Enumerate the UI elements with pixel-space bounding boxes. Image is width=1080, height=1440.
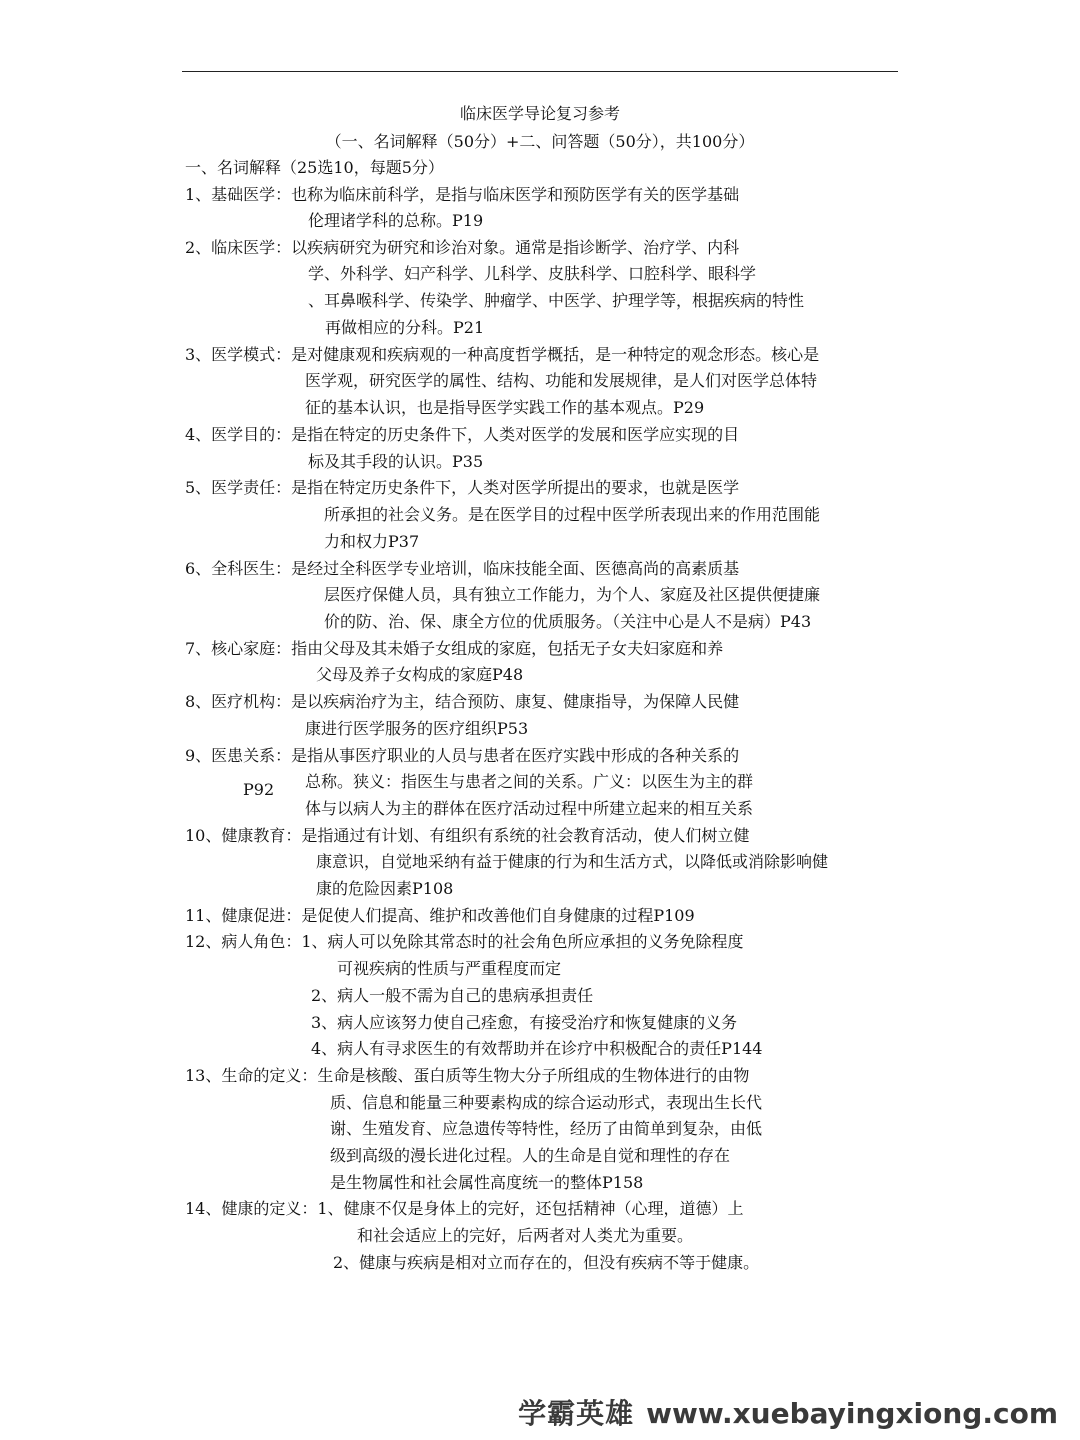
- term-line: 学、外科学、妇产科学、儿科学、皮肤科学、口腔科学、眼科学: [308, 264, 757, 283]
- term-line: 质、信息和能量三种要素构成的综合运动形式，表现出生长代: [330, 1093, 763, 1112]
- term-line: 4、医学目的：是指在特定的历史条件下，人类对医学的发展和医学应实现的目: [185, 425, 740, 444]
- term-line: 体与以病人为主的群体在医疗活动过程中所建立起来的相互关系: [305, 799, 754, 818]
- term-line: 价的防、治、保、康全方位的优质服务。（关注中心是人不是病）P43: [324, 612, 812, 631]
- term-line: 6、全科医生：是经过全科医学专业培训，临床技能全面、医德高尚的高素质基: [185, 559, 740, 578]
- term-line: 2、临床医学：以疾病研究为研究和诊治对象。通常是指诊断学、治疗学、内科: [185, 238, 740, 257]
- term-line: 2、病人一般不需为自己的患病承担责任: [311, 986, 594, 1005]
- term-line: 4、病人有寻求医生的有效帮助并在诊疗中积极配合的责任P144: [311, 1039, 763, 1058]
- term-line: 再做相应的分科。P21: [325, 318, 485, 337]
- term-line: 10、健康教育：是指通过有计划、有组织有系统的社会教育活动，使人们树立健: [185, 826, 750, 845]
- term-line: 征的基本认识，也是指导医学实践工作的基本观点。P29: [305, 398, 705, 417]
- page-reference: P92: [243, 780, 275, 799]
- term-line: 9、医患关系：是指从事医疗职业的人员与患者在医疗实践中形成的各种关系的: [185, 746, 740, 765]
- term-line: 总称。狭义：指医生与患者之间的关系。广义：以医生为主的群: [305, 772, 754, 791]
- term-line: 父母及养子女构成的家庭P48: [316, 665, 524, 684]
- term-line: 可视疾病的性质与严重程度而定: [337, 959, 562, 978]
- header-rule: [182, 71, 898, 72]
- watermark-url: www.xuebayingxiong.com: [646, 1397, 1058, 1430]
- document-subtitle: （一、名词解释（50分）+二、问答题（50分），共100分）: [325, 132, 755, 151]
- term-line: 5、医学责任：是指在特定历史条件下，人类对医学所提出的要求，也就是医学: [185, 478, 740, 497]
- term-line: 1、基础医学：也称为临床前科学，是指与临床医学和预防医学有关的医学基础: [185, 185, 740, 204]
- term-line: 3、医学模式：是对健康观和疾病观的一种高度哲学概括，是一种特定的观念形态。核心是: [185, 345, 820, 364]
- term-line: 7、核心家庭：指由父母及其未婚子女组成的家庭，包括无子女夫妇家庭和养: [185, 639, 724, 658]
- term-line: 康进行医学服务的医疗组织P53: [305, 719, 529, 738]
- term-line: 所承担的社会义务。是在医学目的过程中医学所表现出来的作用范围能: [324, 505, 821, 524]
- document-title: 临床医学导论复习参考: [459, 104, 620, 123]
- term-line: 14、健康的定义：1、健康不仅是身体上的完好，还包括精神（心理，道德）上: [185, 1199, 744, 1218]
- term-line: 2、健康与疾病是相对立而存在的，但没有疾病不等于健康。: [333, 1253, 760, 1272]
- term-line: 是生物属性和社会属性高度统一的整体P158: [330, 1173, 644, 1192]
- watermark-brand: 学霸英雄: [518, 1397, 635, 1430]
- term-line: 医学观，研究医学的属性、结构、功能和发展规律，是人们对医学总体特: [305, 371, 818, 390]
- term-line: 级到高级的漫长进化过程。人的生命是自觉和理性的存在: [330, 1146, 731, 1165]
- term-line: 层医疗保健人员，具有独立工作能力，为个人、家庭及社区提供便捷廉: [324, 585, 821, 604]
- term-line: 力和权力P37: [324, 532, 420, 551]
- term-line: 标及其手段的认识。P35: [308, 452, 484, 471]
- term-line: 12、病人角色：1、病人可以免除其常态时的社会角色所应承担的义务免除程度: [185, 932, 744, 951]
- term-line: 11、健康促进：是促使人们提高、维护和改善他们自身健康的过程P109: [185, 906, 695, 925]
- term-line: 、耳鼻喉科学、传染学、肿瘤学、中医学、护理学等，根据疾病的特性: [308, 291, 805, 310]
- term-line: 8、医疗机构：是以疾病治疗为主，结合预防、康复、健康指导，为保障人民健: [185, 692, 740, 711]
- term-line: 伦理诸学科的总称。P19: [308, 211, 484, 230]
- term-line: 和社会适应上的完好，后两者对人类尤为重要。: [357, 1226, 694, 1245]
- term-line: 13、生命的定义：生命是核酸、蛋白质等生物大分子所组成的生物体进行的由物: [185, 1066, 750, 1085]
- section-heading: 一、名词解释（25选10，每题5分）: [185, 158, 444, 177]
- term-line: 3、病人应该努力使自己痊愈，有接受治疗和恢复健康的义务: [311, 1013, 738, 1032]
- term-line: 康的危险因素P108: [316, 879, 454, 898]
- term-line: 谢、生殖发育、应急遗传等特性，经历了由简单到复杂，由低: [330, 1119, 763, 1138]
- term-line: 康意识，自觉地采纳有益于健康的行为和生活方式，以降低或消除影响健: [316, 852, 829, 871]
- watermark-footer: [518, 1392, 1058, 1432]
